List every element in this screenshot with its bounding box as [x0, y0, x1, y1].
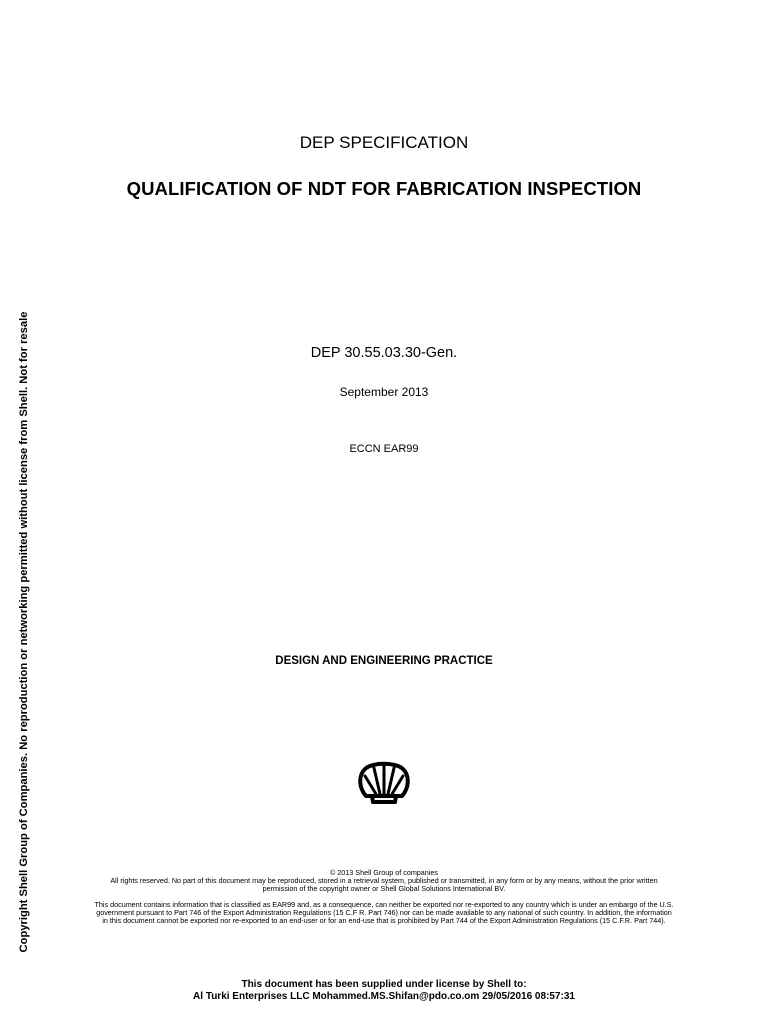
practice-label: DESIGN AND ENGINEERING PRACTICE — [275, 655, 493, 667]
export-control-statement — [94, 901, 674, 926]
eccn-classification: ECCN EAR99 — [349, 443, 419, 455]
rights-statement: All rights reserved. No part of this document may be reproduced, stored in a retrieval system, published or transmitted, in any form or by any means, without the prior written permission of the copyright owner or Shell Global Solutions International BV. — [110, 876, 658, 894]
copyright-block — [94, 869, 674, 894]
copyright-line: © 2013 Shell Group of companies — [330, 868, 438, 877]
export-text: This document contains information that is classified as EAR99 and, as a consequence, can neither be exported nor re-exported to any country which is under an embargo of the U.S. government pursuant to Part 746 of the Export Administration Regulations (15 C.F R. Part 746) nor can be made available to any national of such country. In addition, the information in this document cannot be exported nor re-exported to an end-user or for an end-use that is prohibited by Part 744 of the Export Administration Regulations (15 C.F.R. Part 744). — [94, 900, 674, 926]
license-notice: This document has been supplied under license by Shell to: — [241, 979, 527, 990]
copyright-side-notice: Copyright Shell Group of Companies. No reproduction or networking permitted without license from Shell. Not for resale — [18, 311, 30, 953]
document-type: DEP SPECIFICATION — [299, 133, 469, 152]
shell-logo-icon — [356, 760, 412, 810]
document-number: DEP 30.55.03.30-Gen. — [310, 345, 458, 361]
document-title: QUALIFICATION OF NDT FOR FABRICATION INSPECTION — [126, 178, 642, 199]
document-date: September 2013 — [339, 385, 429, 399]
licensee-details: Al Turki Enterprises LLC Mohammed.MS.Shifan@pdo.co.om 29/05/2016 08:57:31 — [193, 991, 575, 1002]
